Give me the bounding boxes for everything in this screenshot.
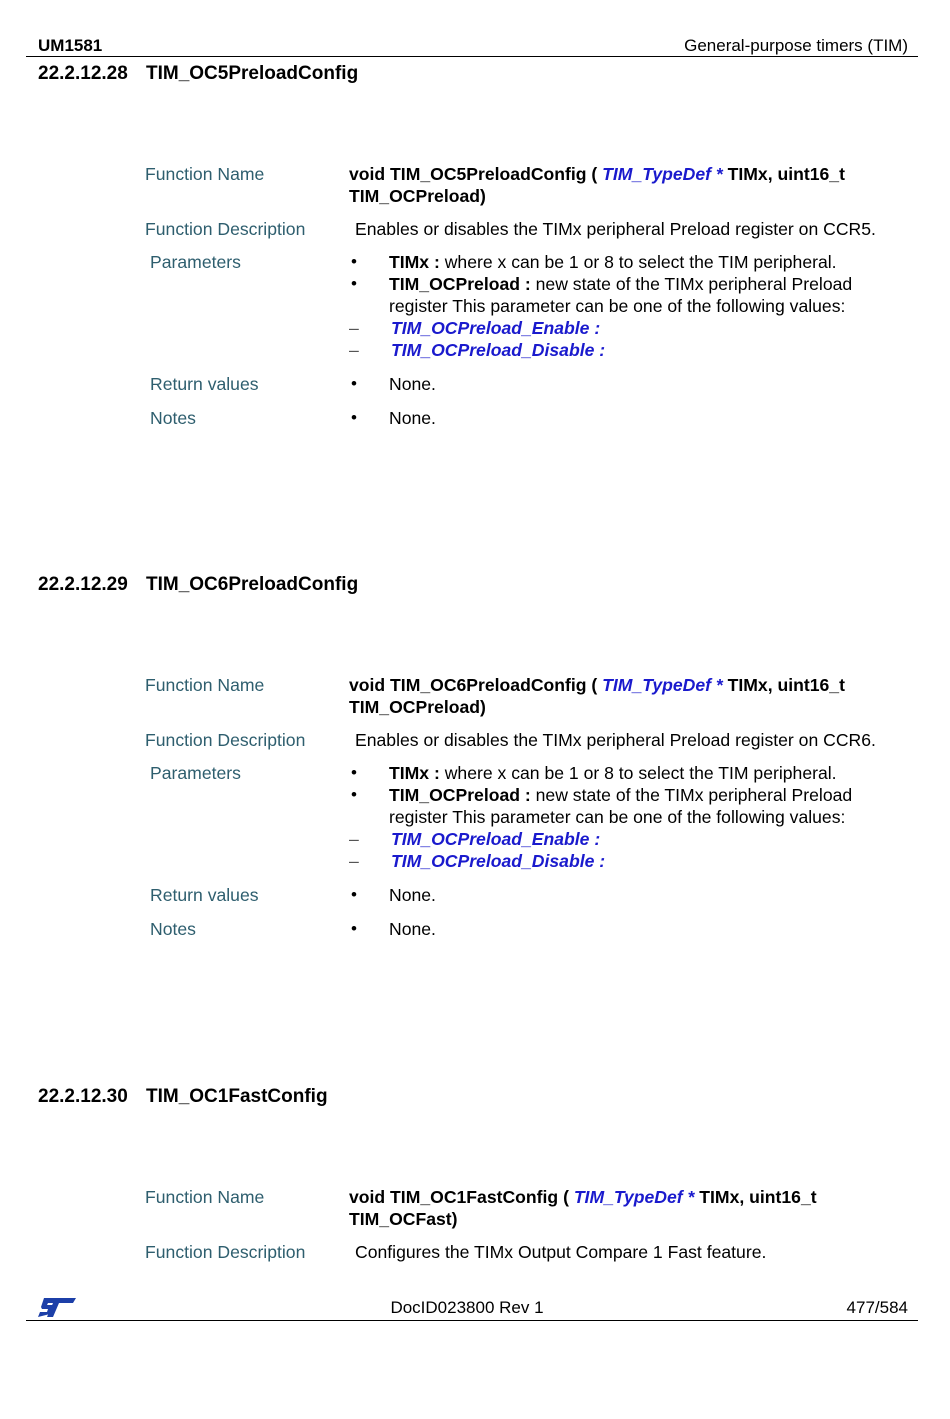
parameter-name: TIM_OCPreload : (389, 785, 531, 805)
section-number: 22.2.12.29 (38, 574, 128, 595)
function-table (145, 674, 905, 940)
return-value: • None. (349, 373, 905, 395)
function-table (145, 1186, 905, 1274)
type-link[interactable]: TIM_TypeDef * (602, 675, 723, 695)
notes-label: Notes (150, 919, 196, 939)
notes-row (145, 407, 905, 429)
return-values-row (145, 884, 905, 906)
function-signature: void TIM_OC6PreloadConfig ( TIM_TypeDef * TIMx, uint16_t TIM_OCPreload) (349, 675, 845, 717)
section-heading (38, 63, 358, 85)
function-name-label: Function Name (145, 1187, 265, 1207)
function-name-row (145, 1186, 905, 1230)
parameter-item (349, 273, 905, 361)
parameter-item (349, 784, 905, 872)
parameter-name: TIMx : (389, 252, 440, 272)
function-signature: void TIM_OC5PreloadConfig ( TIM_TypeDef * TIMx, uint16_t TIM_OCPreload) (349, 164, 845, 206)
doc-code: UM1581 (38, 36, 103, 55)
function-description-row (145, 218, 905, 240)
value-link[interactable]: TIM_OCPreload_Enable : (391, 829, 601, 849)
section-heading (38, 1086, 328, 1108)
function-description-label: Function Description (145, 219, 306, 239)
function-name-row (145, 163, 905, 207)
notes-value: • None. (349, 918, 905, 940)
section-title: TIM_OC6PreloadConfig (146, 574, 359, 595)
page-footer (26, 1296, 908, 1320)
value-link[interactable]: TIM_OCPreload_Disable : (391, 851, 606, 871)
parameters-row (145, 251, 905, 361)
header-divider (26, 56, 918, 57)
function-description: Configures the TIMx Output Compare 1 Fast feature. (355, 1242, 767, 1262)
return-value: • None. (349, 884, 905, 906)
parameter-text: where x can be 1 or 8 to select the TIM peripheral. (439, 763, 837, 783)
section-number: 22.2.12.30 (38, 1086, 128, 1107)
section-title: TIM_OC1FastConfig (146, 1086, 328, 1107)
value-link[interactable]: TIM_OCPreload_Disable : (391, 340, 606, 360)
section-heading (38, 574, 358, 596)
parameter-name: TIM_OCPreload : (389, 274, 531, 294)
section-number: 22.2.12.28 (38, 63, 128, 84)
parameter-item (349, 762, 905, 784)
function-description-row (145, 729, 905, 751)
function-description-label: Function Description (145, 730, 306, 750)
section-title: TIM_OC5PreloadConfig (146, 63, 359, 84)
value-item (349, 317, 905, 339)
return-values-row (145, 373, 905, 395)
notes-label: Notes (150, 408, 196, 428)
page-header (38, 36, 908, 56)
function-table (145, 163, 905, 429)
return-values-label: Return values (150, 885, 259, 905)
parameters-label: Parameters (150, 252, 241, 272)
notes-row (145, 918, 905, 940)
function-description-row (145, 1241, 905, 1263)
function-signature: void TIM_OC1FastConfig ( TIM_TypeDef * TIMx, uint16_t TIM_OCFast) (349, 1187, 817, 1229)
function-description: Enables or disables the TIMx peripheral Preload register on CCR5. (355, 219, 876, 239)
parameter-text: where x can be 1 or 8 to select the TIM peripheral. (439, 252, 837, 272)
type-link[interactable]: TIM_TypeDef * (602, 164, 723, 184)
parameter-text: new state of the TIMx peripheral Preload register This parameter can be one of the following values: (389, 274, 853, 316)
doc-id: DocID023800 Rev 1 (390, 1298, 544, 1317)
function-name-row (145, 674, 905, 718)
footer-divider (26, 1320, 918, 1321)
parameters-label: Parameters (150, 763, 241, 783)
chapter-title: General-purpose timers (TIM) (684, 36, 908, 55)
function-name-label: Function Name (145, 675, 265, 695)
parameter-name: TIMx : (389, 763, 440, 783)
value-link[interactable]: TIM_OCPreload_Enable : (391, 318, 601, 338)
parameters-row (145, 762, 905, 872)
value-item (349, 850, 905, 872)
value-item (349, 339, 905, 361)
type-link[interactable]: TIM_TypeDef * (573, 1187, 695, 1207)
page-number: 477/584 (846, 1298, 908, 1317)
parameter-text: new state of the TIMx peripheral Preload register This parameter can be one of the following values: (389, 785, 853, 827)
notes-value: • None. (349, 407, 905, 429)
parameters-list (349, 251, 905, 361)
value-item (349, 828, 905, 850)
return-values-label: Return values (150, 374, 259, 394)
function-description: Enables or disables the TIMx peripheral Preload register on CCR6. (355, 730, 876, 750)
parameters-list (349, 762, 905, 872)
function-description-label: Function Description (145, 1242, 306, 1262)
function-name-label: Function Name (145, 164, 265, 184)
parameter-item (349, 251, 905, 273)
